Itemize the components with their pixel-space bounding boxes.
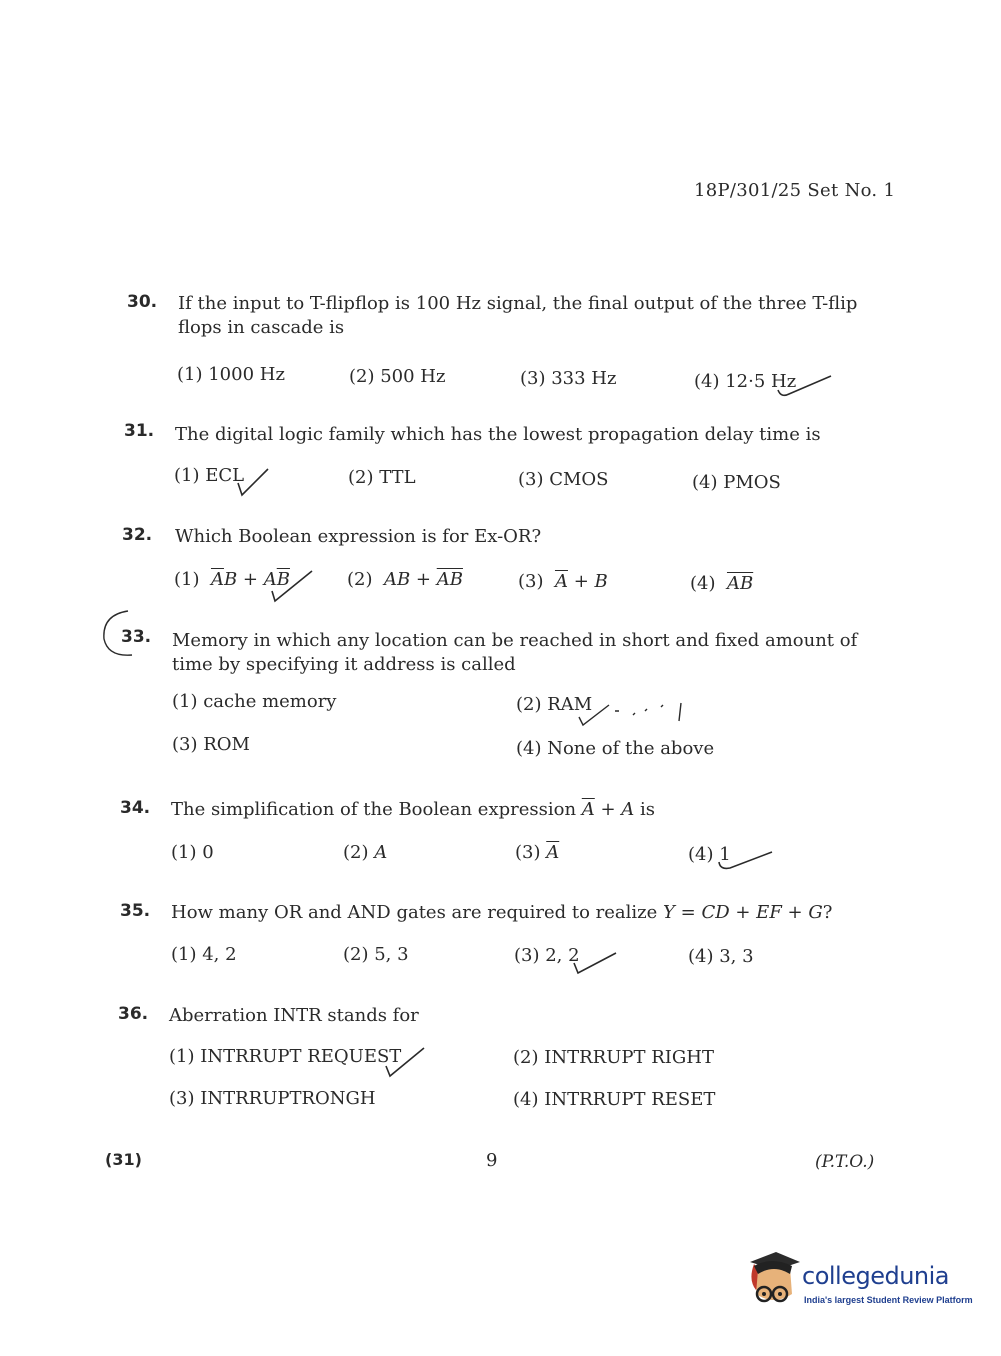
question-31 [120,421,890,501]
question-text: The digital logic family which has the lowest propagation delay time is [175,424,821,445]
option-3 [518,571,608,592]
option-expression [549,571,608,592]
option-3: (3) 333 Hz [520,368,617,389]
option-2: (2) INTRRUPT RIGHT [513,1047,714,1068]
logo-wordmark: collegedunia [802,1262,950,1290]
question-number: 31. [124,421,155,441]
option-value: $\overline{A}$ [546,842,560,863]
question-text [171,798,886,822]
expr-part: AB + [383,569,437,590]
question-text: Which Boolean expression is for Ex-OR? [175,526,542,547]
option-4: (4) 3, 3 [688,946,754,967]
question-number: 35. [120,901,151,921]
option-label: (3) [518,571,544,592]
option-3 [515,842,559,863]
answer-tick-mark [575,697,695,729]
option-label: (4) [690,573,716,594]
question-number: 30. [127,292,158,312]
option-2: (2) 5, 3 [343,944,409,965]
paper-code: (31) [105,1150,142,1169]
question-text: Memory in which any location can be reached in short and fixed amount of time by specifying it address is called [172,630,858,675]
option-2: (2) TTL [348,467,416,488]
text-part: How many OR and AND gates are required to realize [171,902,664,923]
option-value: 1 [719,844,731,865]
option-expression [378,569,463,590]
option-2 [343,842,387,863]
option-label: (4) [688,844,714,865]
please-turn-over: (P.T.O.) [815,1152,875,1172]
expr-part: B + A [223,569,277,590]
question-number: 33. [121,627,152,647]
text-part: ? [822,902,833,923]
mascot-icon [744,1250,802,1316]
question-text: If the input to T-flipflop is 100 Hz signal, the final output of the three T-flip flops in cascade is [178,293,858,338]
question-33 [120,627,890,767]
question-34 [120,798,890,878]
expr-part: $\overline{A}$ [210,569,224,590]
text-part: is [634,799,656,820]
expr-part: + B [567,571,608,592]
option-label: (2) [343,842,369,863]
option-4 [690,573,753,594]
question-number: 36. [118,1004,149,1024]
question-36 [120,1004,890,1114]
answer-tick-mark [570,947,620,975]
expr-part: $\overline{A}$ [581,799,595,820]
option-value: 0 [202,842,214,863]
option-4: (4) INTRRUPT RESET [513,1089,716,1110]
option-3: (3) CMOS [518,469,609,490]
answer-tick-mark [268,567,316,603]
option-2: (2) RAM [516,694,593,715]
set-code: 18P/301/25 Set No. 1 [694,180,896,201]
option-value: A [374,842,388,863]
option-3: (3) 2, 2 [514,945,580,966]
expr-part: $\overline{B}$ [276,569,290,590]
text-part: The simplification of the Boolean expression [171,799,582,820]
option-label: (2) [347,569,373,590]
question-number: 34. [120,798,151,818]
option-1 [171,842,214,863]
question-32 [120,525,890,605]
answer-tick-mark [775,372,835,402]
expr-part: + A [594,799,635,820]
option-3: (3) ROM [172,734,250,755]
page-number: 9 [486,1150,498,1171]
option-2: (2) 500 Hz [349,366,446,387]
option-1: (1) INTRRUPT REQUEST [169,1046,402,1067]
collegedunia-logo [744,1250,974,1320]
option-1: (1) 4, 2 [171,944,237,965]
option-label: (3) [515,842,541,863]
option-expression [721,573,753,594]
option-1: (1) ECL [174,465,245,486]
option-4: (4) 12·5 Hz [694,371,797,392]
expr-part: Y = CD + EF + G [663,902,823,923]
option-label: (1) [174,569,200,590]
expr-part: $\overline{AB}$ [726,573,754,594]
expr-part: $\overline{AB}$ [436,569,463,590]
logo-tagline: India's largest Student Review Platform [804,1295,973,1305]
expr-part: $\overline{A}$ [554,571,568,592]
option-3: (3) INTRRUPTRONGH [169,1088,376,1109]
question-number: 32. [122,525,153,545]
option-1: (1) cache memory [172,691,337,712]
option-4: (4) None of the above [516,738,715,759]
answer-tick-mark [232,465,272,499]
question-30 [120,292,890,402]
answer-tick-mark [716,848,776,874]
answer-tick-mark [382,1044,428,1080]
option-label: (1) [171,842,197,863]
question-text: Aberration INTR stands for [169,1005,419,1026]
option-1: (1) 1000 Hz [177,364,285,385]
option-2 [347,569,463,590]
option-4: (4) PMOS [692,472,781,493]
question-text [171,901,886,925]
question-35 [120,901,890,981]
